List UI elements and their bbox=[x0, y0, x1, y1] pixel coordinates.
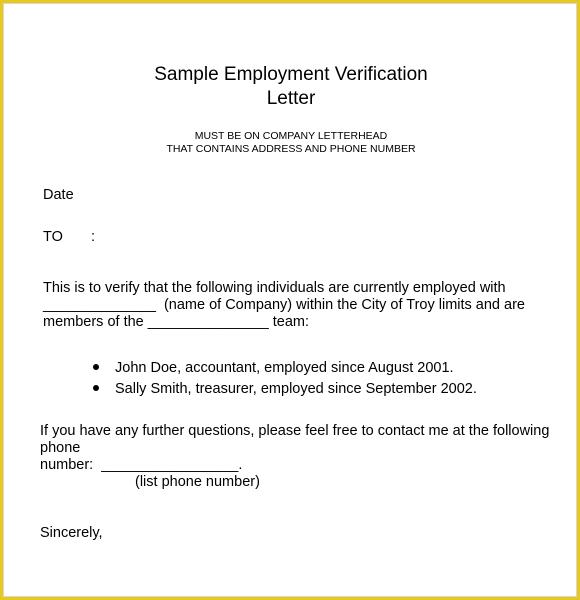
letter-title-continued: Letter bbox=[266, 88, 316, 109]
date-label: Date bbox=[43, 187, 74, 203]
bullet-icon bbox=[93, 385, 99, 391]
questions-paragraph-line-1: If you have any further questions, please feel free to contact me at the following bbox=[40, 423, 550, 439]
to-colon: : bbox=[91, 229, 96, 245]
bullet-icon bbox=[93, 364, 99, 370]
phone-number-hint: (list phone number) bbox=[135, 474, 260, 490]
verify-paragraph-line-3: members of the _______________ team: bbox=[43, 314, 310, 330]
questions-paragraph-line-3: number: _________________. bbox=[40, 457, 243, 473]
employee-list-item: John Doe, accountant, employed since August 2001. bbox=[115, 360, 454, 376]
verify-paragraph-line-2: ______________ (name of Company) within the City of Troy limits and are bbox=[43, 297, 525, 313]
questions-paragraph-line-2: phone bbox=[40, 440, 81, 456]
letterhead-notice-continued: THAT CONTAINS ADDRESS AND PHONE NUMBER bbox=[166, 143, 416, 155]
letter-title: Sample Employment Verification bbox=[154, 64, 428, 85]
to-label: TO bbox=[43, 229, 63, 245]
verify-paragraph-line-1: This is to verify that the following individuals are currently employed with bbox=[43, 280, 506, 296]
employee-list-item: Sally Smith, treasurer, employed since September 2002. bbox=[115, 381, 477, 397]
letter-page bbox=[3, 3, 577, 597]
closing-sincerely: Sincerely, bbox=[40, 525, 103, 541]
letterhead-notice: MUST BE ON COMPANY LETTERHEAD bbox=[194, 130, 388, 142]
